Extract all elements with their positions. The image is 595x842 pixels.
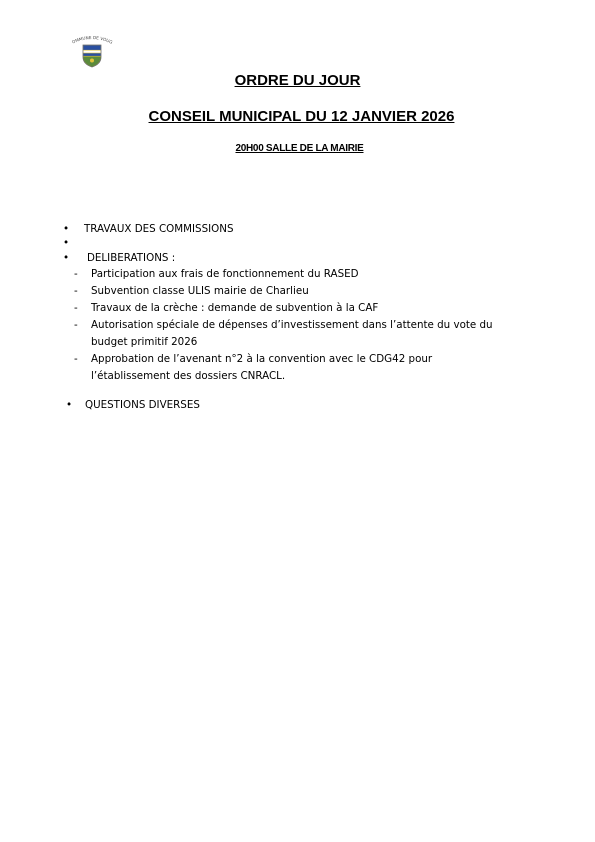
agenda-item-deliberations: DELIBERATIONS : bbox=[87, 252, 176, 264]
bullet-marker: • bbox=[63, 223, 70, 235]
meeting-title: CONSEIL MUNICIPAL DU 12 JANVIER 2026 bbox=[148, 108, 455, 125]
deliberation-autorisation: Autorisation spéciale de dépenses d’investissement dans l’attente du vote du bbox=[91, 319, 493, 331]
agenda-item-questions-diverses: QUESTIONS DIVERSES bbox=[85, 399, 200, 411]
deliberation-creche: Travaux de la crèche : demande de subvention à la CAF bbox=[91, 302, 379, 314]
dash-marker: - bbox=[74, 268, 78, 280]
dash-marker: - bbox=[74, 302, 78, 314]
deliberation-autorisation-cont: budget primitif 2026 bbox=[91, 336, 198, 348]
bullet-marker: • bbox=[63, 252, 70, 264]
deliberation-ulis: Subvention classe ULIS mairie de Charlieu bbox=[91, 285, 309, 297]
dash-marker: - bbox=[74, 319, 78, 331]
dash-marker: - bbox=[74, 353, 78, 365]
deliberation-rased: Participation aux frais de fonctionnement du RASED bbox=[91, 268, 359, 280]
deliberation-avenant-cont: l’établissement des dossiers CNRACL. bbox=[91, 370, 286, 382]
bullet-marker-empty: • bbox=[63, 237, 70, 249]
deliberation-avenant: Approbation de l’avenant n°2 à la convention avec le CDG42 pour bbox=[91, 353, 433, 365]
bullet-marker: • bbox=[66, 399, 73, 411]
agenda-item-travaux-commissions: TRAVAUX DES COMMISSIONS bbox=[84, 223, 234, 235]
page-title: ORDRE DU JOUR bbox=[234, 72, 361, 89]
dash-marker: - bbox=[74, 285, 78, 297]
svg-text:COMMUNE DE VOUGY: OMMUNE DE VOUG bbox=[71, 34, 114, 45]
time-place: 20H00 SALLE DE LA MAIRIE bbox=[235, 143, 364, 154]
